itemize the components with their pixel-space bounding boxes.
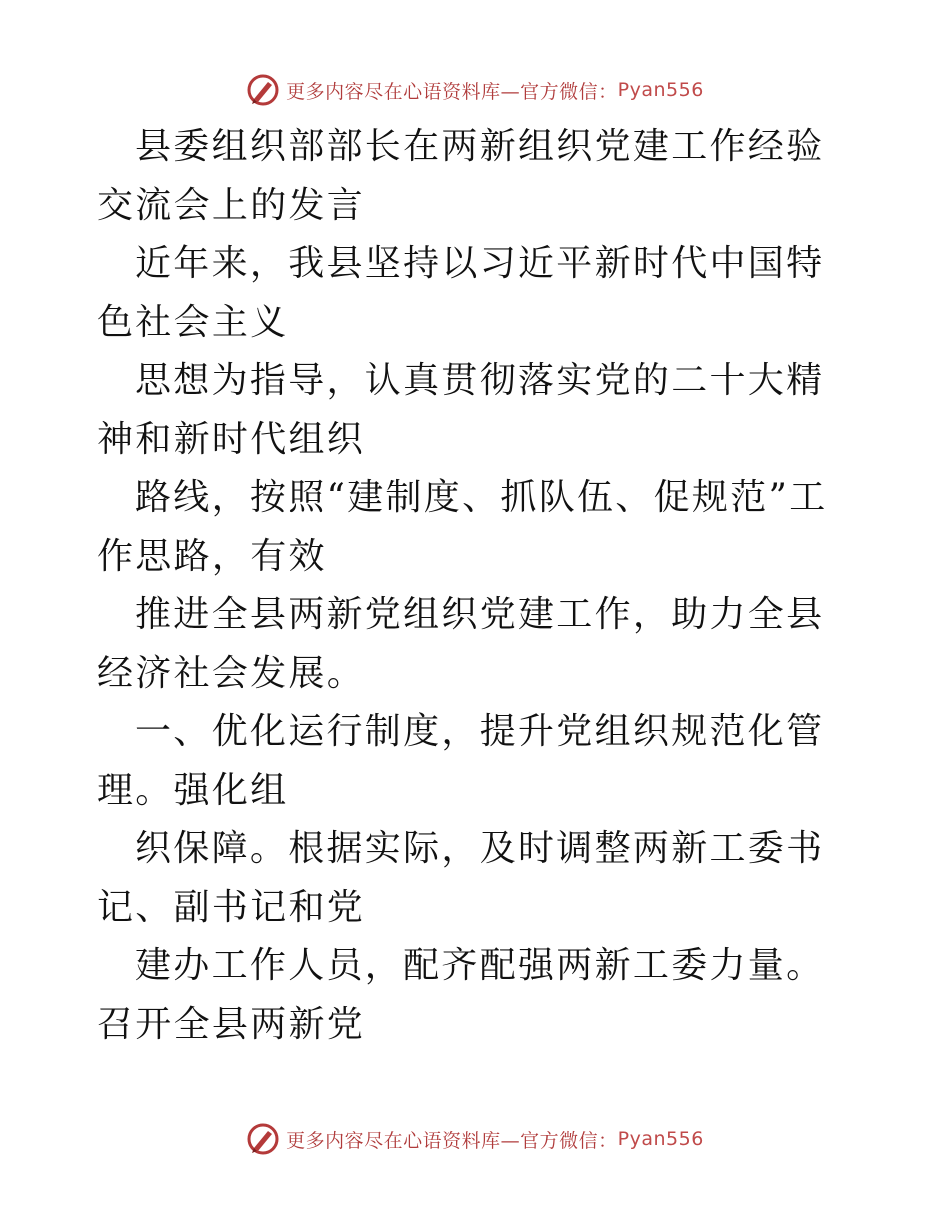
- watermark-wechat-id: Pyan556: [617, 1128, 704, 1150]
- watermark-header: [0, 70, 950, 110]
- watermark-wechat-id: Pyan556: [617, 79, 704, 101]
- watermark-text: 更多内容尽在心语资料库—官方微信：: [286, 80, 618, 103]
- document-title: 县委组织部部长在两新组织党建工作经验交流会上的发言: [97, 126, 825, 226]
- section-heading-paragraph: 一、优化运行制度，提升党组织规范化管理。强化组: [97, 711, 825, 811]
- paragraph: 近年来，我县坚持以习近平新时代中国特色社会主义: [97, 243, 825, 343]
- paragraph: 建办工作人员，配齐配强两新工委力量。召开全县两新党: [97, 945, 825, 1045]
- pen-logo-icon: [246, 73, 280, 107]
- paragraph: 路线，按照“建制度、抓队伍、促规范”工作思路，有效: [97, 477, 828, 577]
- paragraph: 思想为指导，认真贯彻落实党的二十大精神和新时代组织: [97, 360, 825, 460]
- document-body: [97, 118, 857, 1054]
- watermark-text: 更多内容尽在心语资料库—官方微信：: [286, 1129, 618, 1152]
- paragraph: 织保障。根据实际，及时调整两新工委书记、副书记和党: [97, 828, 825, 928]
- watermark-footer: [0, 1119, 950, 1159]
- pen-logo-icon: [246, 1122, 280, 1156]
- paragraph: 推进全县两新党组织党建工作，助力全县经济社会发展。: [97, 594, 825, 694]
